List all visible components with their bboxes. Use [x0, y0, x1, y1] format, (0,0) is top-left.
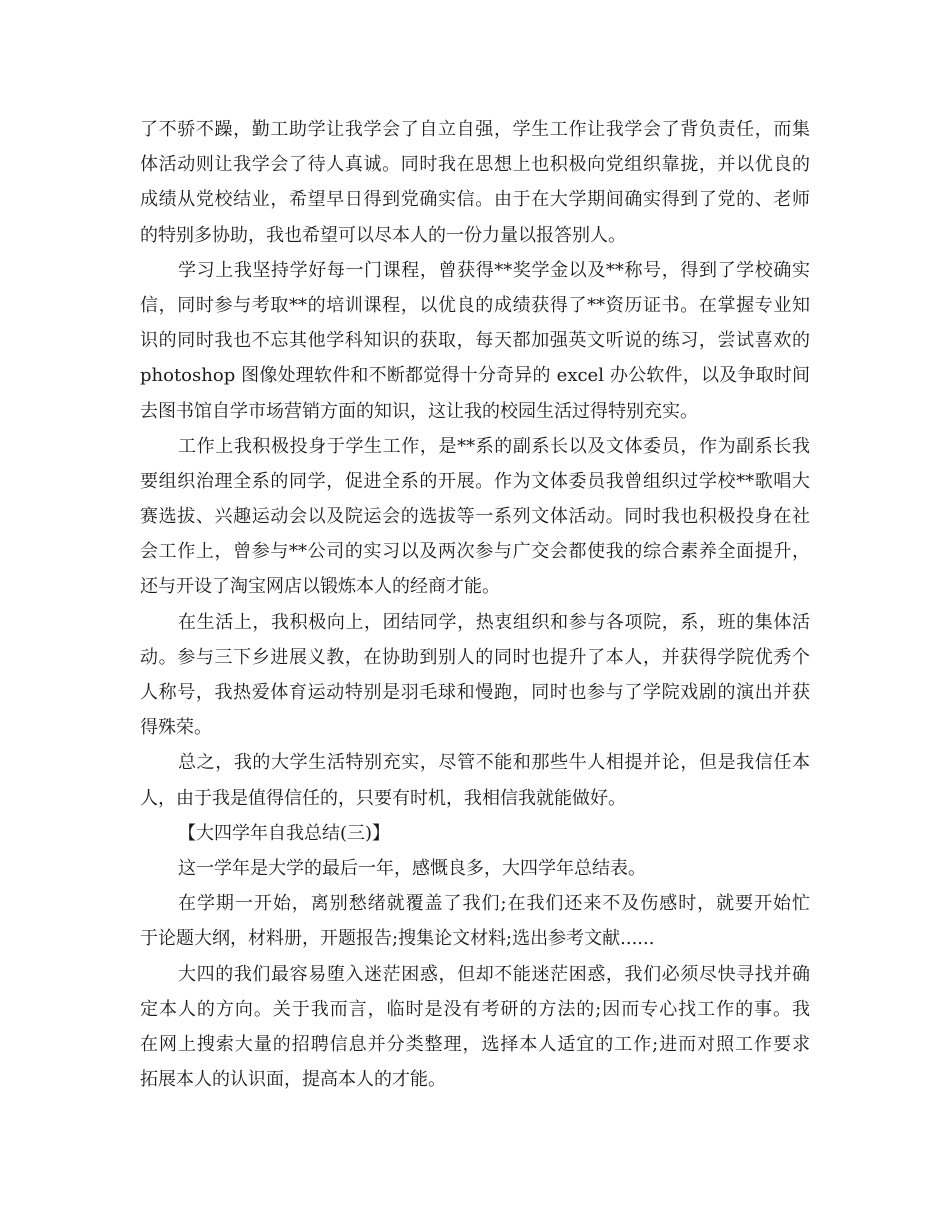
text-line: 工作上我积极投身于学生工作，是**系的副系长以及文体委员，作为副系长我 — [178, 435, 810, 457]
text-line: 于论题大纲，材料册，开题报告;搜集论文材料;选出参考文献...... — [140, 928, 655, 950]
text-line: 要组织治理全系的同学，促进全系的开展。作为文体委员我曾组织过学校**歌唱大 — [140, 470, 810, 492]
text-line: 了不骄不躁，勤工助学让我学会了自立自强，学生工作让我学会了背负责任，而集 — [140, 119, 810, 140]
text-line: 识的同时我也不忘其他学科知识的获取，每天都加强英文听说的练习，尝试喜欢的 — [140, 330, 810, 352]
text-line: 的特别多协助，我也希望可以尽本人的一份力量以报答别人。 — [140, 224, 626, 246]
text-line: 体活动则让我学会了待人真诚。同时我在思想上也积极向党组织靠拢，并以优良的 — [140, 154, 810, 176]
text-line: photoshop 图像处理软件和不断都觉得十分奇异的 excel 办公软件，以及争取时间 — [140, 365, 810, 387]
text-line: 定本人的方向。关于我而言，临时是没有考研的方法的;因而专心找工作的事。我 — [140, 998, 810, 1020]
text-line: 人，由于我是值得信任的，只要有时机，我相信我就能做好。 — [140, 787, 626, 809]
text-line: 会工作上，曾参与**公司的实习以及两次参与广交会都使我的综合素养全面提升， — [140, 541, 810, 563]
text-line: 信，同时参与考取**的培训课程，以优良的成绩获得了**资历证书。在掌握专业知 — [140, 294, 810, 316]
text-line: 得殊荣。 — [140, 717, 212, 739]
document-body — [140, 112, 810, 1097]
text-line: 还与开设了淘宝网店以锻炼本人的经商才能。 — [140, 576, 500, 598]
text-line: 这一学年是大学的最后一年，感慨良多，大四学年总结表。 — [178, 857, 646, 879]
text-line: 总之，我的大学生活特别充实，尽管不能和那些牛人相提并论，但是我信任本 — [178, 752, 810, 774]
text-line: 学习上我坚持学好每一门课程，曾获得**奖学金以及**称号，得到了学校确实 — [178, 259, 810, 281]
text-line: 在网上搜索大量的招聘信息并分类整理，选择本人适宜的工作;进而对照工作要求 — [140, 1033, 810, 1055]
text-line: 拓展本人的认识面，提高本人的才能。 — [140, 1069, 446, 1091]
text-line: 成绩从党校结业，希望早日得到党确实信。由于在大学期间确实得到了党的、老师 — [140, 189, 810, 211]
text-line: 人称号，我热爱体育运动特别是羽毛球和慢跑，同时也参与了学院戏剧的演出并获 — [140, 682, 810, 703]
text-line: 在学期一开始，离别愁绪就覆盖了我们;在我们还来不及伤感时，就要开始忙 — [178, 893, 810, 915]
text-line: 【大四学年自我总结(三)】 — [178, 822, 391, 844]
text-line: 赛选拔、兴趣运动会以及院运会的选拔等一系列文体活动。同时我也积极投身在社 — [140, 506, 810, 528]
text-line: 大四的我们最容易堕入迷茫困惑，但却不能迷茫困惑，我们必须尽快寻找并确 — [178, 963, 810, 985]
text-line: 动。参与三下乡进展义教，在协助到别人的同时也提升了本人，并获得学院优秀个 — [140, 646, 810, 668]
text-line: 在生活上，我积极向上，团结同学，热衷组织和参与各项院，系，班的集体活 — [178, 611, 810, 633]
text-line: 去图书馆自学市场营销方面的知识，这让我的校园生活过得特别充实。 — [140, 400, 698, 422]
